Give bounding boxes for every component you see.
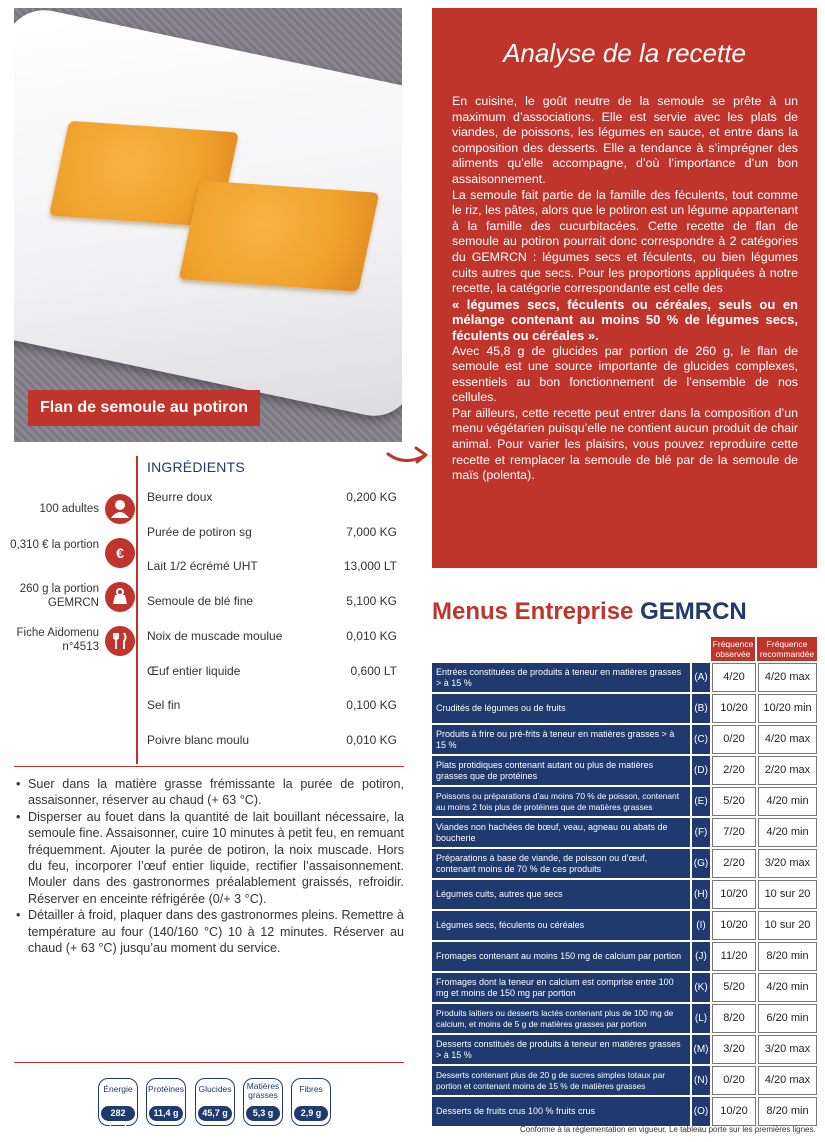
table-row bbox=[432, 1097, 817, 1126]
row-observed: 10/20 bbox=[712, 911, 756, 940]
table-row bbox=[432, 942, 817, 971]
nutrition-value: 5,3 g bbox=[246, 1106, 280, 1121]
row-recommended: 4/20 min bbox=[758, 787, 817, 816]
recipe-title: Flan de semoule au potiron bbox=[28, 390, 260, 426]
row-label: Légumes cuits, autres que secs bbox=[432, 880, 690, 909]
analyse-title: Analyse de la recette bbox=[503, 38, 746, 68]
ingredient-name: Sel fin bbox=[147, 698, 181, 712]
arrow-icon bbox=[384, 440, 432, 470]
row-recommended: 8/20 min bbox=[758, 942, 817, 971]
row-code: (G) bbox=[692, 849, 710, 878]
row-recommended: 4/20 max bbox=[758, 663, 817, 692]
ingredients-title: INGRÉDIENTS bbox=[147, 459, 245, 475]
row-observed: 5/20 bbox=[712, 787, 756, 816]
ingredient-name: Beurre doux bbox=[147, 490, 213, 504]
analyse-paragraph: Par ailleurs, cette recette peut entrer dans la composition d’un menu végétarien puisqu’elle ne contient aucun produit de chair animal. Pour varier les plaisirs, vous pouvez reproduire cette recette et remplacer la semoule de blé par de la semoule de maïs (polenta). bbox=[452, 405, 798, 483]
row-observed: 10/20 bbox=[712, 694, 756, 723]
nutrition-label: Énergie bbox=[103, 1084, 133, 1094]
table-footnote: Conforme à la réglementation en vigueur. Le tableau porte sur les premières lignes. bbox=[520, 1125, 816, 1134]
recipe-ref-text: Fiche Aidomenu n°4513 bbox=[16, 627, 99, 653]
servings-text: 100 adultes bbox=[39, 503, 99, 515]
row-recommended: 3/20 max bbox=[758, 1035, 817, 1064]
nutrition-label: Matières grasses bbox=[246, 1081, 280, 1100]
ingredient-qty: 0,010 KG bbox=[346, 733, 397, 747]
row-recommended: 8/20 min bbox=[758, 1097, 817, 1126]
nutrition-carbs bbox=[195, 1078, 235, 1126]
ingredient-qty: 0,010 KG bbox=[346, 629, 397, 643]
ingredient-row bbox=[147, 559, 397, 577]
table-row bbox=[432, 725, 817, 754]
divider bbox=[136, 456, 138, 764]
row-label: Produits laitiers ou desserts lactés contenant plus de 100 mg de calcium, et moins de 5 g de matières grasses par portion bbox=[432, 1004, 690, 1033]
ingredient-name: Noix de muscade moulue bbox=[147, 629, 283, 643]
portion-info bbox=[8, 582, 135, 616]
row-observed: 8/20 bbox=[712, 1004, 756, 1033]
portion-text: 260 g la portion GEMRCN bbox=[19, 583, 99, 609]
row-code: (N) bbox=[692, 1066, 710, 1095]
step-item: • Disperser au fouet dans la quantité de lait bouillant nécessaire, la semoule fine. Assaisonner, cuire 10 minutes à petit feu, en remuant fréquemment. Ajouter la purée de potiron, la noix muscade. Hors du feu, incorporer l’œuf entier liquide, rectifier l’assaisonnement. Mouler dans des gastronormes préalablement graissés, refroidir. Réserver en enceinte réfrigérée (0/+ 3 °C). bbox=[14, 809, 404, 907]
row-observed: 2/20 bbox=[712, 756, 756, 785]
menus-title-accent: GEMRCN bbox=[640, 598, 747, 625]
ingredient-qty: 5,100 KG bbox=[346, 594, 397, 608]
row-recommended: 4/20 min bbox=[758, 818, 817, 847]
table-row bbox=[432, 911, 817, 940]
row-label: Desserts de fruits crus 100 % fruits crus bbox=[432, 1097, 690, 1126]
divider bbox=[14, 1062, 404, 1063]
row-code: (B) bbox=[692, 694, 710, 723]
row-code: (D) bbox=[692, 756, 710, 785]
table-row bbox=[432, 1066, 817, 1095]
row-code: (A) bbox=[692, 663, 710, 692]
row-label: Viandes non hachées de bœuf, veau, agneau ou abats de boucherie bbox=[432, 818, 690, 847]
step-item: • Suer dans la matière grasse frémissante la purée de potiron, assaisonner, réserver au chaud (+ 63 °C). bbox=[14, 776, 404, 809]
row-label: Desserts contenant plus de 20 g de sucres simples totaux par portion et contenant moins de 15 % de matières grasses bbox=[432, 1066, 690, 1095]
ingredient-row bbox=[147, 733, 397, 751]
menus-title-main: Menus Entreprise bbox=[432, 598, 634, 625]
nutrition-label: Glucides bbox=[198, 1084, 232, 1094]
row-label: Desserts constitués de produits à teneur en matières grasses > à 15 % bbox=[432, 1035, 690, 1064]
preparation-steps bbox=[14, 776, 404, 956]
cutlery-icon bbox=[105, 626, 135, 656]
analyse-highlight: « légumes secs, féculents ou céréales, seuls ou en mélange contenant au moins 50 % de légumes secs, féculents ou céréales ». bbox=[452, 296, 798, 343]
table-row bbox=[432, 973, 817, 1002]
row-recommended: 4/20 max bbox=[758, 725, 817, 754]
table-row bbox=[432, 756, 817, 785]
cost-info bbox=[8, 538, 135, 572]
row-observed: 3/20 bbox=[712, 1035, 756, 1064]
table-row bbox=[432, 694, 817, 723]
row-code: (J) bbox=[692, 942, 710, 971]
col-header-observed: Fréquence observée bbox=[712, 639, 754, 659]
ingredient-qty: 0,600 LT bbox=[350, 664, 397, 678]
table-row bbox=[432, 787, 817, 816]
ingredient-name: Œuf entier liquide bbox=[147, 664, 241, 678]
table-row bbox=[432, 1035, 817, 1064]
row-observed: 7/20 bbox=[712, 818, 756, 847]
nutrition-fibers bbox=[291, 1078, 331, 1126]
row-recommended: 3/20 max bbox=[758, 849, 817, 878]
nutrition-fat bbox=[243, 1078, 283, 1126]
analyse-paragraph: Avec 45,8 g de glucides par portion de 260 g, le flan de semoule est une source importante de glucides complexes, essentiels au bon fonctionnement de l’ensemble de nos cellules. bbox=[452, 343, 798, 405]
row-recommended: 10 sur 20 bbox=[758, 880, 817, 909]
row-label: Préparations à base de viande, de poisson ou d’œuf, contenant moins de 70 % de ces produits bbox=[432, 849, 690, 878]
row-label: Entrées constituées de produits à teneur en matières grasses > à 15 % bbox=[432, 663, 690, 692]
table-row bbox=[432, 880, 817, 909]
ingredient-name: Lait 1/2 écrémé UHT bbox=[147, 559, 258, 573]
flan-slice-image bbox=[179, 180, 380, 291]
row-code: (F) bbox=[692, 818, 710, 847]
row-label: Légumes secs, féculents ou céréales bbox=[432, 911, 690, 940]
row-observed: 0/20 bbox=[712, 1066, 756, 1095]
row-observed: 0/20 bbox=[712, 725, 756, 754]
ingredient-row bbox=[147, 664, 397, 682]
row-observed: 2/20 bbox=[712, 849, 756, 878]
ingredient-row bbox=[147, 525, 397, 543]
row-recommended: 4/20 max bbox=[758, 1066, 817, 1095]
nutrition-value: 282 kcal bbox=[101, 1106, 135, 1121]
ingredient-qty: 0,100 KG bbox=[346, 698, 397, 712]
analyse-paragraph: En cuisine, le goût neutre de la semoule se prête à un maximum d’associations. Elle est servie avec les plats de viandes, de poissons, les légumes en sauce, et entre dans la composition des desserts. Elle a tendance à s’imprégner des aliments qu’elle accompagne, d’où l’importance d’un bon assaisonnement. bbox=[452, 94, 798, 186]
row-label: Fromages contenant au moins 150 mg de calcium par portion bbox=[432, 942, 690, 971]
menus-title bbox=[432, 598, 747, 626]
ingredient-name: Semoule de blé fine bbox=[147, 594, 254, 608]
row-observed: 10/20 bbox=[712, 1097, 756, 1126]
cost-text: 0,310 € la portion bbox=[10, 539, 99, 551]
row-code: (K) bbox=[692, 973, 710, 1002]
row-label: Produits à frire ou pré-frits à teneur en matières grasses > à 15 % bbox=[432, 725, 690, 754]
row-code: (C) bbox=[692, 725, 710, 754]
ingredient-qty: 0,200 KG bbox=[346, 490, 397, 504]
weight-icon bbox=[105, 582, 135, 612]
row-code: (M) bbox=[692, 1035, 710, 1064]
row-label: Poissons ou préparations d’au moins 70 % de poisson, contenant au moins 2 fois plus de protéines que de matières grasses bbox=[432, 787, 690, 816]
row-observed: 11/20 bbox=[712, 942, 756, 971]
recipe-photo bbox=[14, 8, 402, 442]
analyse-box bbox=[432, 8, 817, 568]
row-recommended: 10/20 min bbox=[758, 694, 817, 723]
row-observed: 5/20 bbox=[712, 973, 756, 1002]
ingredient-row bbox=[147, 594, 397, 612]
nutrition-value: 2,9 g bbox=[294, 1106, 328, 1121]
row-label: Plats protidiques contenant autant ou plus de matières grasses que de protéines bbox=[432, 756, 690, 785]
ingredient-name: Poivre blanc moulu bbox=[147, 733, 250, 747]
user-icon bbox=[105, 494, 135, 524]
nutrition-label: Fibres bbox=[299, 1084, 323, 1094]
step-item: • Détailler à froid, plaquer dans des gastronormes pleins. Remettre à température au four (140/160 °C) 10 à 12 minutes. Réserver au chaud (+ 63 °C) jusqu’au moment du service. bbox=[14, 907, 404, 956]
ingredient-row bbox=[147, 698, 397, 716]
recipe-ref-info bbox=[8, 626, 135, 660]
ingredient-name: Purée de potiron sg bbox=[147, 525, 252, 539]
row-observed: 4/20 bbox=[712, 663, 756, 692]
analyse-paragraph: La semoule fait partie de la famille des féculents, tout comme le riz, les pâtes, alors que le potiron est un légume appartenant à la famille des cucurbitacées. Cette recette de flan de semoule au potiron pourrait donc correspondre à 2 catégories du GEMRCN : légumes secs et féculents, ou bien légumes cuits autres que secs. Pour les proportions appliquées à notre recette, la catégorie correspondante est celle des bbox=[452, 187, 798, 296]
nutrition-energy bbox=[98, 1078, 138, 1133]
nutrition-value: 11,4 g bbox=[149, 1106, 183, 1121]
ingredient-qty: 13,000 LT bbox=[343, 559, 397, 573]
table-row bbox=[432, 849, 817, 878]
row-recommended: 10 sur 20 bbox=[758, 911, 817, 940]
nutrition-label: Protéines bbox=[148, 1084, 184, 1094]
table-row bbox=[432, 663, 817, 692]
col-header-recommended: Fréquence recommandée bbox=[757, 637, 817, 661]
row-label: Crudités de légumes ou de fruits bbox=[432, 694, 690, 723]
row-recommended: 6/20 min bbox=[758, 1004, 817, 1033]
row-recommended: 2/20 max bbox=[758, 756, 817, 785]
ingredient-row bbox=[147, 490, 397, 508]
row-code: (E) bbox=[692, 787, 710, 816]
row-observed: 10/20 bbox=[712, 880, 756, 909]
ingredient-qty: 7,000 KG bbox=[346, 525, 397, 539]
euro-icon: € bbox=[105, 538, 135, 568]
row-code: (H) bbox=[692, 880, 710, 909]
servings-info bbox=[8, 494, 135, 528]
row-code: (O) bbox=[692, 1097, 710, 1126]
divider bbox=[14, 766, 404, 767]
ingredient-row bbox=[147, 629, 397, 647]
nutrition-proteins bbox=[146, 1078, 186, 1126]
nutrition-value: 45,7 g bbox=[198, 1106, 232, 1121]
row-code: (I) bbox=[692, 911, 710, 940]
row-code: (L) bbox=[692, 1004, 710, 1033]
row-recommended: 4/20 min bbox=[758, 973, 817, 1002]
row-label: Fromages dont la teneur en calcium est comprise entre 100 mg et moins de 150 mg par portion bbox=[432, 973, 690, 1002]
analyse-text bbox=[452, 94, 798, 484]
table-row bbox=[432, 1004, 817, 1033]
table-row bbox=[432, 818, 817, 847]
